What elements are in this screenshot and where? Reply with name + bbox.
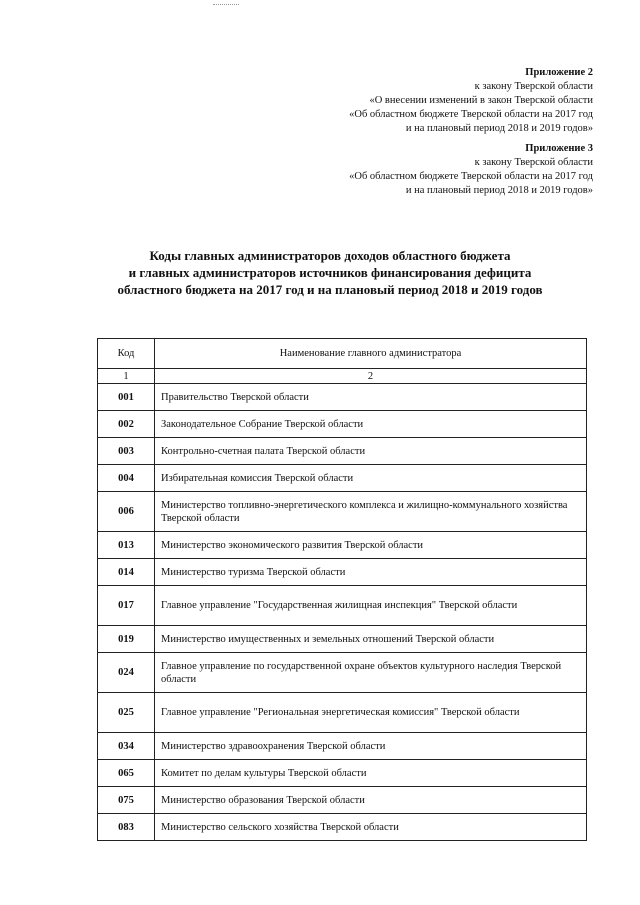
row-name: Министерство топливно-энергетического комплекса и жилищно-коммунального хозяйства Тверской области bbox=[155, 492, 587, 532]
row-name: Комитет по делам культуры Тверской области bbox=[155, 760, 587, 787]
column-number: 1 bbox=[98, 369, 155, 384]
appendix-2-header bbox=[349, 66, 593, 136]
appendix-3-line: «Об областном бюджете Тверской области на 2017 год bbox=[349, 171, 593, 182]
appendix-2-line: к закону Тверской области bbox=[474, 81, 593, 92]
row-code: 025 bbox=[98, 693, 155, 733]
column-header-name: Наименование главного администратора bbox=[155, 339, 587, 369]
appendix-2-line: и на плановый период 2018 и 2019 годов» bbox=[405, 123, 593, 134]
row-name: Министерство образования Тверской области bbox=[155, 787, 587, 814]
row-name: Законодательное Собрание Тверской области bbox=[155, 411, 587, 438]
document-title-line: Коды главных администраторов доходов областного бюджета bbox=[149, 248, 511, 263]
row-code: 019 bbox=[98, 626, 155, 653]
table-row bbox=[98, 626, 587, 653]
row-name: Главное управление "Государственная жилищная инспекция" Тверской области bbox=[155, 586, 587, 626]
table-row bbox=[98, 733, 587, 760]
table-row bbox=[98, 653, 587, 693]
row-code: 004 bbox=[98, 465, 155, 492]
document-title-line: и главных администраторов источников финансирования дефицита bbox=[128, 265, 532, 280]
appendix-2-title: Приложение 2 bbox=[525, 67, 593, 78]
appendix-3-header bbox=[349, 142, 593, 198]
row-code: 014 bbox=[98, 559, 155, 586]
row-code: 002 bbox=[98, 411, 155, 438]
table-row bbox=[98, 760, 587, 787]
column-numbering-row bbox=[98, 369, 587, 384]
table-row bbox=[98, 814, 587, 841]
row-code: 003 bbox=[98, 438, 155, 465]
row-name: Министерство экономического развития Тверской области bbox=[155, 532, 587, 559]
table-row bbox=[98, 693, 587, 733]
row-code: 024 bbox=[98, 653, 155, 693]
document-title bbox=[60, 247, 600, 298]
column-number: 2 bbox=[155, 369, 587, 384]
table-header-row bbox=[98, 339, 587, 369]
row-name: Министерство имущественных и земельных отношений Тверской области bbox=[155, 626, 587, 653]
row-name: Министерство здравоохранения Тверской области bbox=[155, 733, 587, 760]
table-row bbox=[98, 492, 587, 532]
appendix-2-line: «О внесении изменений в закон Тверской области bbox=[369, 95, 593, 106]
appendix-2-line: «Об областном бюджете Тверской области на 2017 год bbox=[349, 109, 593, 120]
row-name: Главное управление по государственной охране объектов культурного наследия Тверской области bbox=[155, 653, 587, 693]
table-row bbox=[98, 559, 587, 586]
row-code: 013 bbox=[98, 532, 155, 559]
table-row bbox=[98, 384, 587, 411]
scan-artifact bbox=[213, 4, 239, 6]
table-row bbox=[98, 532, 587, 559]
column-header-code: Код bbox=[98, 339, 155, 369]
row-code: 017 bbox=[98, 586, 155, 626]
appendix-3-title: Приложение 3 bbox=[525, 143, 593, 154]
table-row bbox=[98, 465, 587, 492]
row-name: Министерство сельского хозяйства Тверской области bbox=[155, 814, 587, 841]
table-row bbox=[98, 438, 587, 465]
row-name: Главное управление "Региональная энергетическая комиссия" Тверской области bbox=[155, 693, 587, 733]
table-row bbox=[98, 586, 587, 626]
row-name: Министерство туризма Тверской области bbox=[155, 559, 587, 586]
row-code: 034 bbox=[98, 733, 155, 760]
row-code: 001 bbox=[98, 384, 155, 411]
row-name: Контрольно-счетная палата Тверской области bbox=[155, 438, 587, 465]
document-title-line: областного бюджета на 2017 год и на плановый период 2018 и 2019 годов bbox=[117, 282, 543, 297]
row-name: Избирательная комиссия Тверской области bbox=[155, 465, 587, 492]
row-code: 075 bbox=[98, 787, 155, 814]
table-row bbox=[98, 411, 587, 438]
appendix-3-line: к закону Тверской области bbox=[474, 157, 593, 168]
table-row bbox=[98, 787, 587, 814]
row-code: 006 bbox=[98, 492, 155, 532]
administrators-table bbox=[97, 338, 587, 841]
appendix-3-line: и на плановый период 2018 и 2019 годов» bbox=[405, 185, 593, 196]
row-code: 065 bbox=[98, 760, 155, 787]
row-name: Правительство Тверской области bbox=[155, 384, 587, 411]
row-code: 083 bbox=[98, 814, 155, 841]
